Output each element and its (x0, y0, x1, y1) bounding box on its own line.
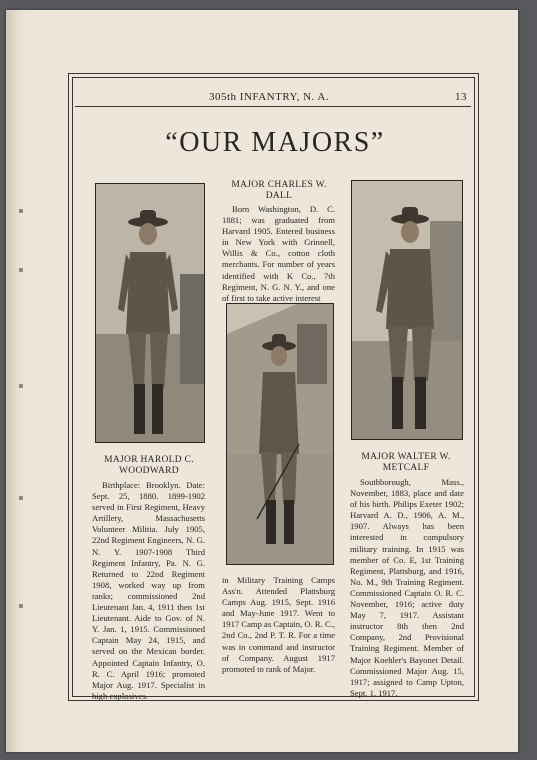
binding-pin (19, 604, 23, 608)
page-title: “OUR MAJORS” (165, 127, 385, 158)
bio-major-dall-top (222, 204, 335, 304)
binding-pin (19, 496, 23, 500)
major-name-line1: MAJOR HAROLD C. (104, 455, 194, 465)
binding-pin (19, 384, 23, 388)
photo-major-woodward (95, 183, 205, 443)
caption-major-woodward (92, 455, 206, 477)
page-number: 13 (455, 91, 467, 103)
running-header (75, 90, 471, 107)
major-name-line1: MAJOR WALTER W. (361, 452, 451, 462)
photo-major-metcalf (351, 180, 463, 440)
bio-paragraph-continued: in Military Training Camps Ass'n. Attended Plattsburg Camps Aug. 1915, Sept. 1916 and May-June 1917. Went to 1917 Camp as Captain, O. R. C., 2nd Co., 2nd P. T. R. For a time was in command and instructor of Company. August 1917 promoted to rank of Major. (222, 575, 335, 674)
binding-pin (19, 209, 23, 213)
major-name-line1: MAJOR CHARLES W. (231, 180, 327, 190)
bio-paragraph: Birthplace: Brooklyn. Date: Sept. 25, 1880. 1899-1902 served in First Regiment, Heavy Artillery, Massachusetts Volunteer Militia. July 1905, 22nd Regiment Engineers, N. G. N. Y. 1907-1908 Third Regiment Infantry, Pa. N. G. Returned to 22nd Regiment 1908, worked way up from ranks; commissioned 2nd Lieutenant Jan. 4, 1911 then 1st Lieutenant. Aide to Gov. of N. Y. Jan. 1, 1915. Commissioned Captain May 24, 1915, and served on the Mexican border. Appointed Captain Infantry, O. R. C. April 1916; promoted Major Aug. 1917. Specialist in high explosives. (92, 480, 205, 701)
caption-major-dall (222, 180, 336, 202)
bio-major-woodward (92, 480, 205, 702)
photo-major-dall (226, 303, 334, 565)
caption-major-metcalf (348, 452, 464, 474)
bio-major-metcalf (350, 477, 464, 699)
major-name-line2: WOODWARD (119, 466, 179, 476)
page-spine-shadow (6, 10, 26, 752)
bio-paragraph: Southborough, Mass., November, 1883, place and date of his birth. Philips Exeter 1902; Harvard A. D., 1906, A. M., 1907. Always has been interested in compulsory military training. In 1915 was member of Co. E, 1st Training Regiment, Plattsburg, and 1916, No. M., 9th Training Regiment. Commissioned Captain O. R. C. November, 1916; active duty May 7, 1917. Assistant instructor 8th then 2nd Company, 2nd Provisional Training Regiment. Member of Major Koehler's Bayonet Detail. Commissioned Major Aug. 15, 1917; assigned to Camp Upton, Sept. 1, 1917. (350, 477, 464, 698)
bio-paragraph: Born Washington, D. C. 1881; was graduated from Harvard 1905. Entered business in New York with Grinnell, Willis & Co., cotton cloth merchants. For number of years identified with K Co., 7th Regiment, N. G. N. Y., and one of first to take active interest (222, 204, 335, 303)
header-title: 305th INFANTRY, N. A. (209, 91, 330, 103)
major-name-line2: METCALF (382, 463, 430, 473)
bio-major-dall-bottom (222, 575, 335, 675)
major-name-line2: DALL (265, 191, 293, 201)
binding-pin (19, 268, 23, 272)
